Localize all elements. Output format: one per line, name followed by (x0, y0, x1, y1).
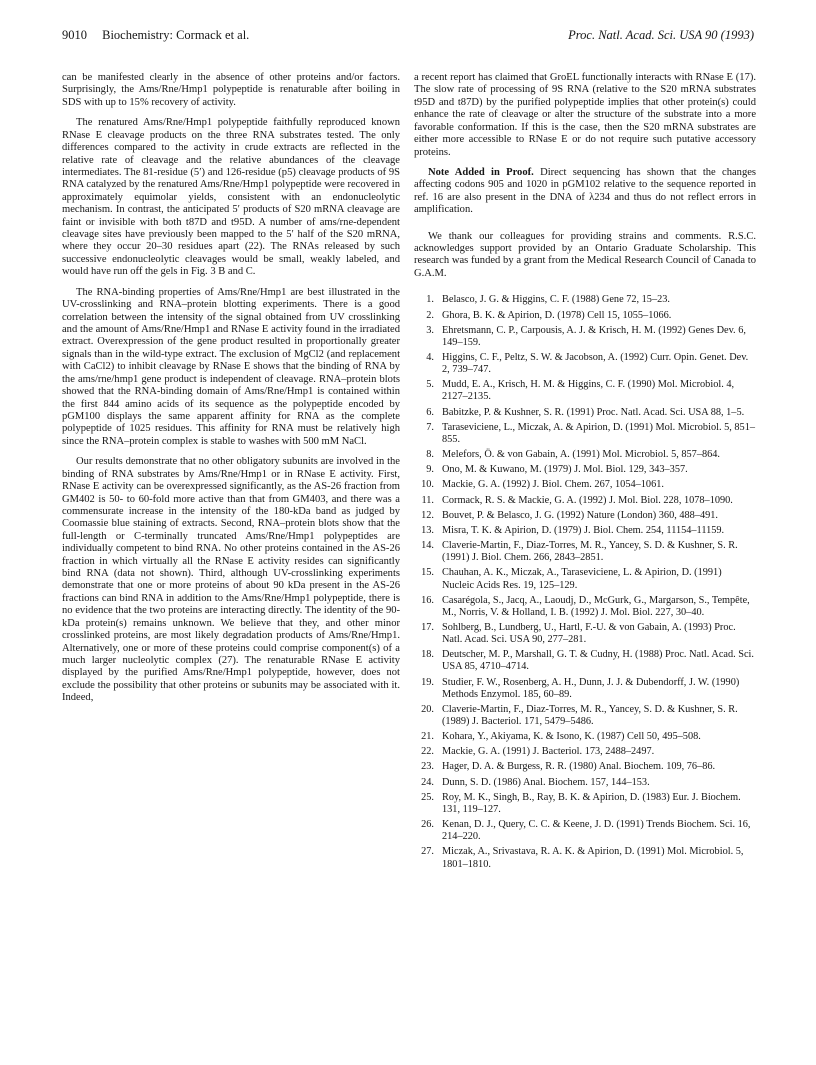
reference-number: 18. (421, 649, 434, 661)
reference-text: Bouvet, P. & Belasco, J. G. (1992) Nature (London) 360, 488–491. (442, 509, 718, 521)
reference-text: Claverie-Martin, F., Diaz-Torres, M. R., Yancey, S. D. & Kushner, S. R. (1989) J. Bacteriol. 171, 5479–5486. (442, 703, 738, 727)
reference-number: 21. (421, 731, 434, 743)
reference-list (414, 294, 756, 870)
reference-item (414, 422, 756, 446)
reference-number: 2. (426, 309, 434, 321)
reference-number: 3. (426, 324, 434, 336)
reference-item (414, 310, 756, 322)
reference-text: Taraseviciene, L., Miczak, A. & Apirion, D. (1991) Mol. Microbiol. 5, 851–855. (442, 421, 755, 445)
reference-text: Miczak, A., Srivastava, R. A. K. & Apirion, D. (1991) Mol. Microbiol. 5, 1801–1810. (442, 846, 744, 870)
reference-text: Melefors, Ö. & von Gabain, A. (1991) Mol. Microbiol. 5, 857–864. (442, 449, 720, 461)
reference-text: Chauhan, A. K., Miczak, A., Taraseviciene, L. & Apirion, D. (1991) Nucleic Acids Res. 19, 125–129. (442, 567, 722, 591)
reference-item (414, 704, 756, 728)
reference-number: 12. (421, 509, 434, 521)
reference-item (414, 622, 756, 646)
reference-text: Deutscher, M. P., Marshall, G. T. & Cudny, H. (1988) Proc. Natl. Acad. Sci. USA 85, 4710–4714. (442, 649, 754, 673)
reference-text: Roy, M. K., Singh, B., Ray, B. K. & Apirion, D. (1983) Eur. J. Biochem. 131, 119–127. (442, 791, 741, 815)
reference-text: Mackie, G. A. (1991) J. Bacteriol. 173, 2488–2497. (442, 746, 655, 758)
reference-number: 11. (421, 494, 434, 506)
reference-number: 14. (421, 540, 434, 552)
reference-number: 4. (426, 351, 434, 363)
reference-item (414, 649, 756, 673)
reference-text: Kenan, D. J., Query, C. C. & Keene, J. D. (1991) Trends Biochem. Sci. 16, 214–220. (442, 819, 751, 843)
reference-item (414, 761, 756, 773)
reference-number: 27. (421, 846, 434, 858)
reference-number: 5. (426, 379, 434, 391)
reference-text: Ono, M. & Kuwano, M. (1979) J. Mol. Biol. 129, 343–357. (442, 464, 688, 476)
running-title: Biochemistry: Cormack et al. (102, 28, 250, 42)
reference-text: Cormack, R. S. & Mackie, G. A. (1992) J. Mol. Biol. 228, 1078–1090. (442, 494, 733, 506)
reference-item (414, 595, 756, 619)
reference-item (414, 379, 756, 403)
reference-number: 16. (421, 594, 434, 606)
header-left (62, 28, 249, 43)
body-paragraph: can be manifested clearly in the absence of other proteins and/or factors. Surprisingly, the Ams/Rne/Hmp1 polypeptide is renaturable after boiling in SDS with up to 15% recovery of activity. (62, 72, 400, 108)
reference-number: 15. (421, 567, 434, 579)
reference-text: Studier, F. W., Rosenberg, A. H., Dunn, J. J. & Dubendorff, J. W. (1990) Methods Enzymol. 185, 60–89. (442, 676, 740, 700)
reference-number: 24. (421, 776, 434, 788)
reference-item (414, 449, 756, 461)
page-header (62, 28, 754, 50)
reference-item (414, 846, 756, 870)
reference-item (414, 325, 756, 349)
reference-text: Kohara, Y., Akiyama, K. & Isono, K. (1987) Cell 50, 495–508. (442, 731, 701, 743)
reference-item (414, 819, 756, 843)
reference-item (414, 479, 756, 491)
reference-number: 8. (426, 449, 434, 461)
reference-item (414, 407, 756, 419)
reference-item (414, 495, 756, 507)
journal-citation: Proc. Natl. Acad. Sci. USA 90 (1993) (568, 28, 754, 42)
reference-number: 26. (421, 819, 434, 831)
reference-text: Higgins, C. F., Peltz, S. W. & Jacobson, A. (1992) Curr. Opin. Genet. Dev. 2, 739–747. (442, 351, 749, 376)
reference-text: Babitzke, P. & Kushner, S. R. (1991) Proc. Natl. Acad. Sci. USA 88, 1–5. (442, 406, 745, 418)
left-column (62, 72, 400, 705)
reference-number: 23. (421, 761, 434, 773)
reference-text: Claverie-Martin, F., Diaz-Torres, M. R., Yancey, S. D. & Kushner, S. R. (1991) J. Biol. Chem. 266, 2843–2851. (442, 540, 738, 564)
reference-number: 17. (421, 621, 434, 633)
reference-number: 9. (426, 464, 434, 476)
reference-number: 19. (421, 676, 434, 688)
reference-text: Misra, T. K. & Apirion, D. (1979) J. Biol. Chem. 254, 11154–11159. (442, 524, 725, 536)
reference-number: 7. (426, 421, 434, 433)
reference-item (414, 352, 756, 376)
reference-item (414, 567, 756, 591)
reference-item (414, 464, 756, 476)
reference-text: Ghora, B. K. & Apirion, D. (1978) Cell 15, 1055–1066. (442, 309, 672, 321)
right-column (414, 72, 756, 874)
note-added-in-proof (414, 167, 756, 217)
reference-item (414, 792, 756, 816)
note-text: Direct sequencing has shown that the changes affecting codons 905 and 1020 in pGM102 relative to the sequence reported in ref. 16 are also present in the DNA of λ234 and thus do not reflect errors in amplification. (414, 166, 757, 216)
acknowledgment: We thank our colleagues for providing strains and comments. R.S.C. acknowledges support provided by an Ontario Graduate Scholarship. This research was funded by a grant from the Medical Research Council of Canada to G.A.M. (414, 230, 756, 279)
reference-item (414, 677, 756, 701)
reference-item (414, 746, 756, 758)
reference-text: Mackie, G. A. (1992) J. Biol. Chem. 267, 1054–1061. (442, 479, 664, 491)
reference-number: 10. (421, 479, 434, 491)
reference-item (414, 525, 756, 537)
reference-item (414, 777, 756, 789)
reference-text: Hager, D. A. & Burgess, R. R. (1980) Anal. Biochem. 109, 76–86. (442, 761, 716, 773)
reference-number: 25. (421, 791, 434, 803)
reference-number: 20. (421, 703, 434, 715)
reference-item (414, 540, 756, 564)
reference-item (414, 731, 756, 743)
body-paragraph: a recent report has claimed that GroEL functionally interacts with RNase E (17). The slow rate of processing of 9S RNA (relative to the S20 mRNA substrates t95D and t87D) by the purified polypeptide implies that other protein(s) could enhance the rate of cleavage or alter the structure of the substrate into a more favorable conformation. If this is the case, then the S20 mRNA substrates are either more accessible to RNase E or do not require such putative accessory proteins. (414, 72, 756, 158)
reference-text: Mudd, E. A., Krisch, H. M. & Higgins, C. F. (1990) Mol. Microbiol. 4, 2127–2135. (442, 379, 735, 403)
reference-number: 6. (426, 406, 434, 418)
body-paragraph: The RNA-binding properties of Ams/Rne/Hmp1 are best illustrated in the UV-crosslinking and RNA–protein blotting experiments. There is a good correlation between the intensity of the signal obtained from UV crosslinking and the amount of Ams/Rne/Hmp1 and RNase E activity found in the irradiated extract. Overexpression of the gene product resulted in proportionally greater signals than in the wild-type extract. The exclusion of MgCl2 (and replacement with CaCl2) to inhibit cleavage by RNase E shows that the binding of RNA by the ams/rne/hmp1 gene product is independent of cleavage. RNA–protein blots showed that the RNA-binding domain of Ams/Rne/Hmp1 is contained within the first 844 amino acids of its sequence as the polypeptide encoded by pGM100 displays the same apparent affinity for RNA as the complete polypeptide of 1025 residues. This affinity for RNA must be relatively high since the RNA–protein complex is stable to washes with 500 mM NaCl. (62, 286, 400, 447)
reference-text: Sohlberg, B., Lundberg, U., Hartl, F.-U. & von Gabain, A. (1993) Proc. Natl. Acad. Sci. USA 90, 277–281. (442, 621, 736, 646)
page-number: 9010 (62, 28, 87, 42)
reference-number: 1. (426, 294, 434, 306)
reference-text: Ehretsmann, C. P., Carpousis, A. J. & Krisch, H. M. (1992) Genes Dev. 6, 149–159. (442, 324, 746, 348)
note-label: Note Added in Proof. (428, 166, 534, 178)
reference-number: 13. (421, 524, 434, 536)
reference-text: Belasco, J. G. & Higgins, C. F. (1988) Gene 72, 15–23. (442, 294, 670, 306)
reference-item (414, 294, 756, 306)
reference-number: 22. (421, 746, 434, 758)
reference-text: Casarégola, S., Jacq, A., Laoudj, D., McGurk, G., Margarson, S., Tempête, M., Norris, V. & Holland, I. B. (1992) J. Mol. Biol. 227, 30–40. (442, 594, 750, 618)
reference-item (414, 510, 756, 522)
reference-text: Dunn, S. D. (1986) Anal. Biochem. 157, 144–153. (442, 776, 650, 788)
body-paragraph: Our results demonstrate that no other obligatory subunits are involved in the binding of RNA substrates by Ams/Rne/Hmp1 or in RNase E activity. First, RNase E activity can be overexpressed significantly, as the AS-26 fraction from GM402 is 50- to 60-fold more active than that from GM403, and there was a commensurate increase in the intensity of the 180-kDa band as judged by Coomassie blue staining of extracts. Second, RNA–protein blots show that the full-length or C-terminally truncated Ams/Rne/Hmp1 polypeptides are individually competent to bind RNA. No other proteins contained in the AS-26 fraction in which virtually all the RNase E activity resides can significantly bind RNA (data not shown). Third, although UV-crosslinking experiments demonstrate that one or more proteins of about 90 kDa present in the AS-26 fractions can bind RNA in addition to the Ams/Rne/Hmp1 polypeptide, there is no evidence that the two proteins are interacting directly. The identity of the 90-kDa protein(s) remains unknown. We believe that they, and other minor crosslinked proteins, are most likely degradation products of Ams/Rne/Hmp1. Alternatively, one or more of these proteins could comprise component(s) of a much larger nucleolytic complex (27). The renaturable RNase E activity displayed by the purified Ams/Rne/Hmp1 polypeptide, however, does not exclude the possibility that other proteins or subunits may be associated with it. Indeed, (62, 456, 400, 704)
body-paragraph: The renatured Ams/Rne/Hmp1 polypeptide faithfully reproduced known RNase E cleavage products on the three RNA substrates tested. The only differences compared to the activity in crude extracts are reflected in the relative rate of cleavage and the relative abundances of the cleavage intermediates. The 81-residue (5′) and 126-residue (p5) cleavage products of 9S RNA catalyzed by the renatured Ams/Rne/Hmp1 polypeptide were recovered in approximately equimolar yields, consistent with an endonucleolytic mechanism. In contrast, the anticipated 5′ products of S20 mRNA cleavage are faint or invisible with both t87D and t95D. A number of ams/rne-dependent cleavage sites have previously been mapped to the 5′ half of the S20 mRNA, where they occur 20–30 residues apart (22). The RNAs released by such successive endonucleolytic cleavages would be small, weakly labeled, and would have run off the gels in Fig. 3 B and C. (62, 117, 400, 278)
